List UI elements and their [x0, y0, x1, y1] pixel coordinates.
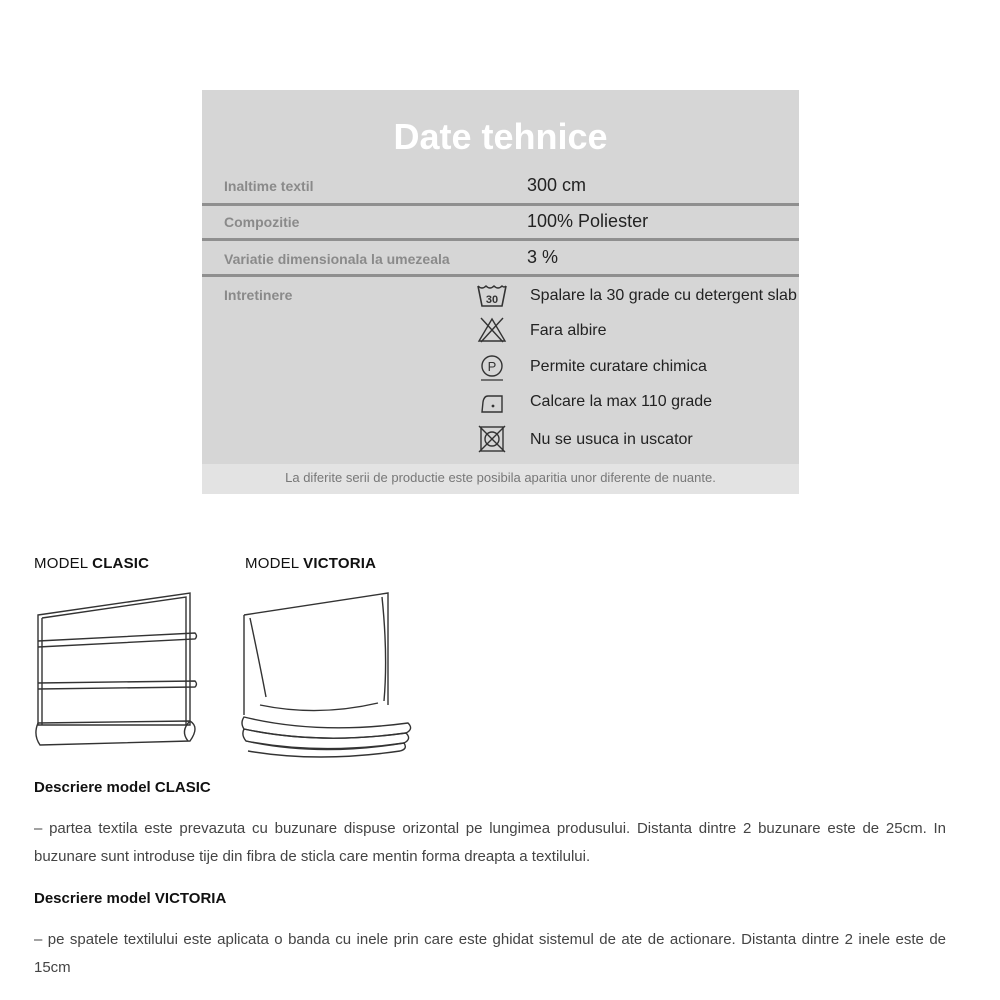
model-prefix: MODEL — [245, 555, 304, 572]
description-heading-victoria: Descriere model VICTORIA — [34, 890, 227, 907]
model-heading-victoria — [245, 555, 376, 572]
row-label-height: Inaltime textil — [224, 178, 314, 194]
panel-title: Date tehnice — [393, 116, 608, 157]
row-label-composition: Compozitie — [224, 214, 300, 230]
wash-temperature-label: 30 — [485, 294, 499, 306]
row-value-dimensional-variation: 3 % — [527, 247, 559, 267]
row-separator — [202, 238, 799, 241]
row-value-height: 300 cm — [527, 175, 587, 195]
row-value-composition: 100% Poliester — [527, 211, 649, 231]
care-text-no-tumble-dry: Nu se usuca in uscator — [530, 431, 693, 448]
no-bleach-icon — [476, 316, 508, 344]
dry-clean-letter: P — [487, 359, 497, 374]
model-heading-clasic — [34, 555, 149, 572]
row-separator — [202, 203, 799, 206]
description-text-clasic: – partea textila este prevazuta cu buzunare dispuse orizontal pe lungimea produsului. Distanta dintre 2 buzunare este de 25cm. In buzunare sunt introduse tije din fibra de sticla care mentin forma dreapta a textilului. — [34, 820, 946, 865]
model-name: CLASIC — [92, 555, 150, 572]
description-heading-clasic: Descriere model CLASIC — [34, 779, 211, 796]
model-name: VICTORIA — [303, 555, 377, 572]
wash-30-icon — [476, 282, 508, 310]
description-text-victoria: – pe spatele textilului este aplicata o banda cu inele prin care este ghidat sistemul de ate de actionare. Distanta dintre 2 inele este de 15cm — [34, 931, 946, 976]
care-text-iron: Calcare la max 110 grade — [530, 393, 713, 410]
row-separator — [202, 274, 799, 277]
iron-icon — [476, 390, 508, 418]
care-text-wash: Spalare la 30 grade cu detergent slab — [530, 287, 797, 304]
row-label-dimensional-variation: Variatie dimensionala la umezeala — [224, 251, 450, 267]
care-text-dry-clean: Permite curatare chimica — [530, 358, 707, 375]
model-prefix: MODEL — [34, 555, 93, 572]
model-victoria-illustration — [238, 585, 413, 760]
care-text-no-bleach: Fara albire — [530, 322, 607, 339]
dry-clean-p-icon — [476, 353, 508, 381]
row-label-care: Intretinere — [224, 287, 293, 303]
no-tumble-dry-icon — [476, 425, 508, 453]
production-note: La diferite serii de productie este posibila aparitia unor diferente de nuante. — [285, 470, 716, 485]
model-clasic-illustration — [30, 585, 205, 760]
